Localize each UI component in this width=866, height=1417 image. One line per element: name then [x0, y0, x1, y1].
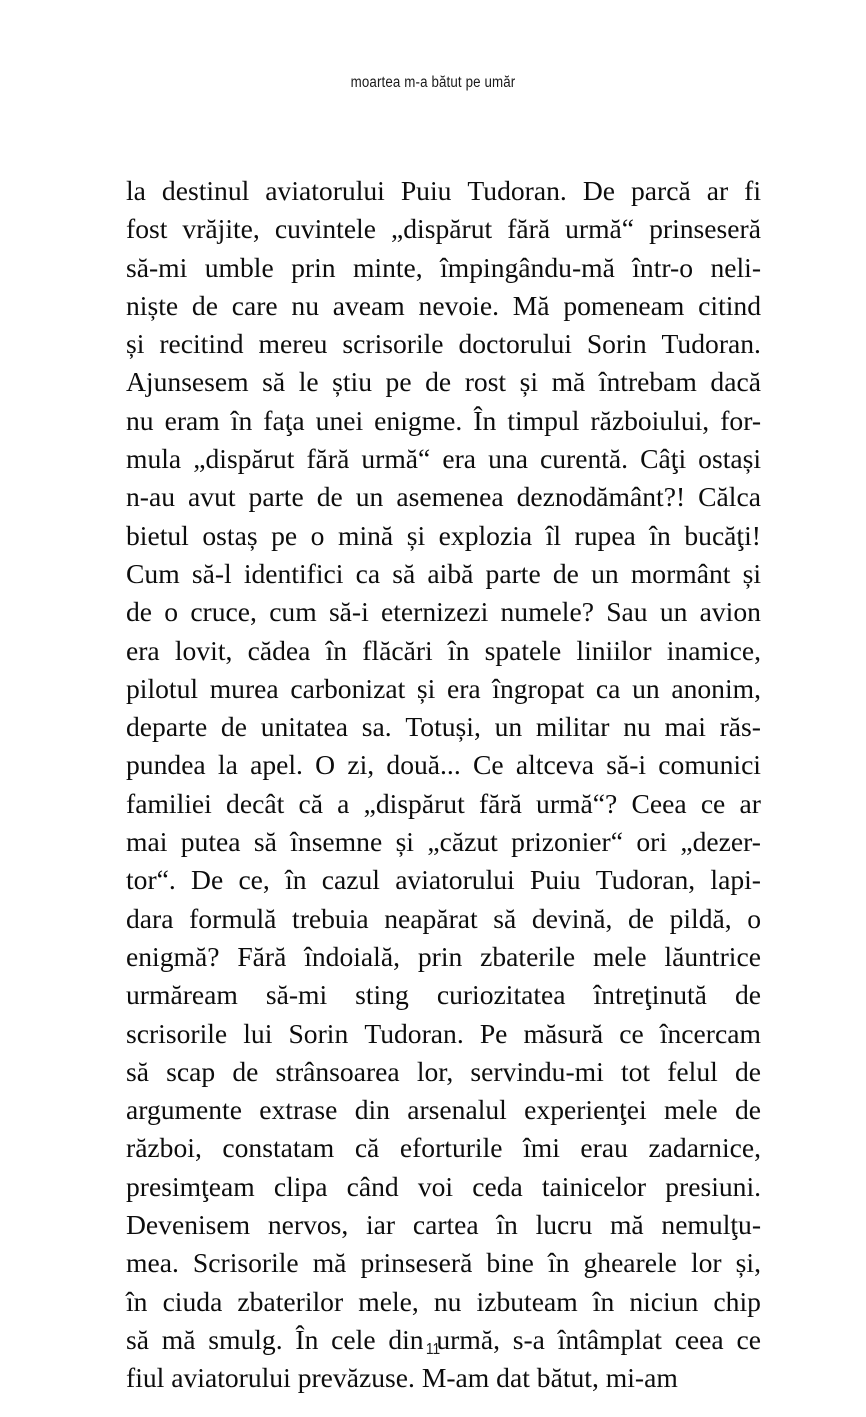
text-line: departe de unitatea sa. Totuși, un militar nu mai răs- [126, 711, 761, 743]
text-line: Devenisem nervos, iar cartea în lucru mă nemulţu- [126, 1209, 762, 1241]
text-line: să scap de strânsoarea lor, servindu-mi tot felul de [126, 1055, 762, 1087]
text-line: Cum să-l identifici ca să aibă parte de un mormânt și [126, 557, 761, 589]
text-line: război, constatam că eforturile îmi erau zadarnice, [126, 1132, 762, 1164]
text-line: fost vrăjite, cuvintele „dispărut fără urmă“ prinseseră [126, 213, 761, 245]
text-line: era lovit, cădea în flăcări în spatele liniilor inamice, [126, 634, 761, 666]
text-line: mai putea să însemne și „căzut prizonier“ ori „dezer- [126, 826, 761, 858]
text-line: și recitind mereu scrisorile doctorului Sorin Tudoran. [126, 328, 761, 360]
text-line: tor“. De ce, în cazul aviatorului Puiu Tudoran, lapi- [126, 864, 761, 896]
text-line: niște de care nu aveam nevoie. Mă pomeneam citind [126, 289, 761, 321]
text-line: bietul ostaș pe o mină și explozia îl rupea în bucăţi! [126, 519, 761, 551]
text-line: să mă smulg. În cele din urmă, s-a întâmplat ceea ce [126, 1323, 761, 1355]
text-line: mula „dispărut fără urmă“ era una curentă. Câţi ostași [126, 443, 762, 475]
text-line: pundea la apel. O zi, două... Ce altceva să-i comunici [126, 749, 761, 781]
text-line: dara formulă trebuia neapărat să devină, de pildă, o [126, 902, 762, 934]
running-head: moartea m-a bătut pe umăr [350, 74, 516, 91]
text-line: Ajunsesem să le știu pe de rost și mă întrebam dacă [126, 366, 761, 398]
text-line: la destinul aviatorului Puiu Tudoran. De parcă ar fi [126, 175, 761, 206]
text-line: scrisorile lui Sorin Tudoran. Pe măsură ce încercam [126, 1017, 761, 1049]
text-line: pilotul murea carbonizat și era îngropat ca un anonim, [126, 672, 761, 704]
text-line: mea. Scrisorile mă prinseseră bine în ghearele lor și, [126, 1247, 761, 1279]
text-line: familiei decât că a „dispărut fără urmă“? Ceea ce ar [126, 787, 761, 819]
text-line: în ciuda zbaterilor mele, nu izbuteam în niciun chip [126, 1285, 761, 1317]
text-line: nu eram în faţa unei enigme. În timpul războiului, for- [126, 404, 762, 436]
text-line: fiul aviatorului prevăzuse. M-am dat bătut, mi-am [126, 1362, 678, 1394]
page-number: 11 [425, 1341, 441, 1358]
text-line: n-au avut parte de un asemenea deznodământ?! Călca [126, 481, 761, 513]
text-line: enigmă? Fără îndoială, prin zbaterile mele lăuntrice [126, 940, 761, 972]
body-text-block [126, 172, 761, 1398]
text-line: presimţeam clipa când voi ceda tainicelor presiuni. [126, 1170, 762, 1202]
text-line: de o cruce, cum să-i eternizezi numele? Sau un avion [126, 596, 761, 628]
text-line: argumente extrase din arsenalul experienţei mele de [126, 1094, 761, 1126]
text-line: urmăream să-mi sting curiozitatea întreţinută de [126, 979, 761, 1011]
text-line: să-mi umble prin minte, împingându-mă într-o neli- [126, 251, 762, 283]
